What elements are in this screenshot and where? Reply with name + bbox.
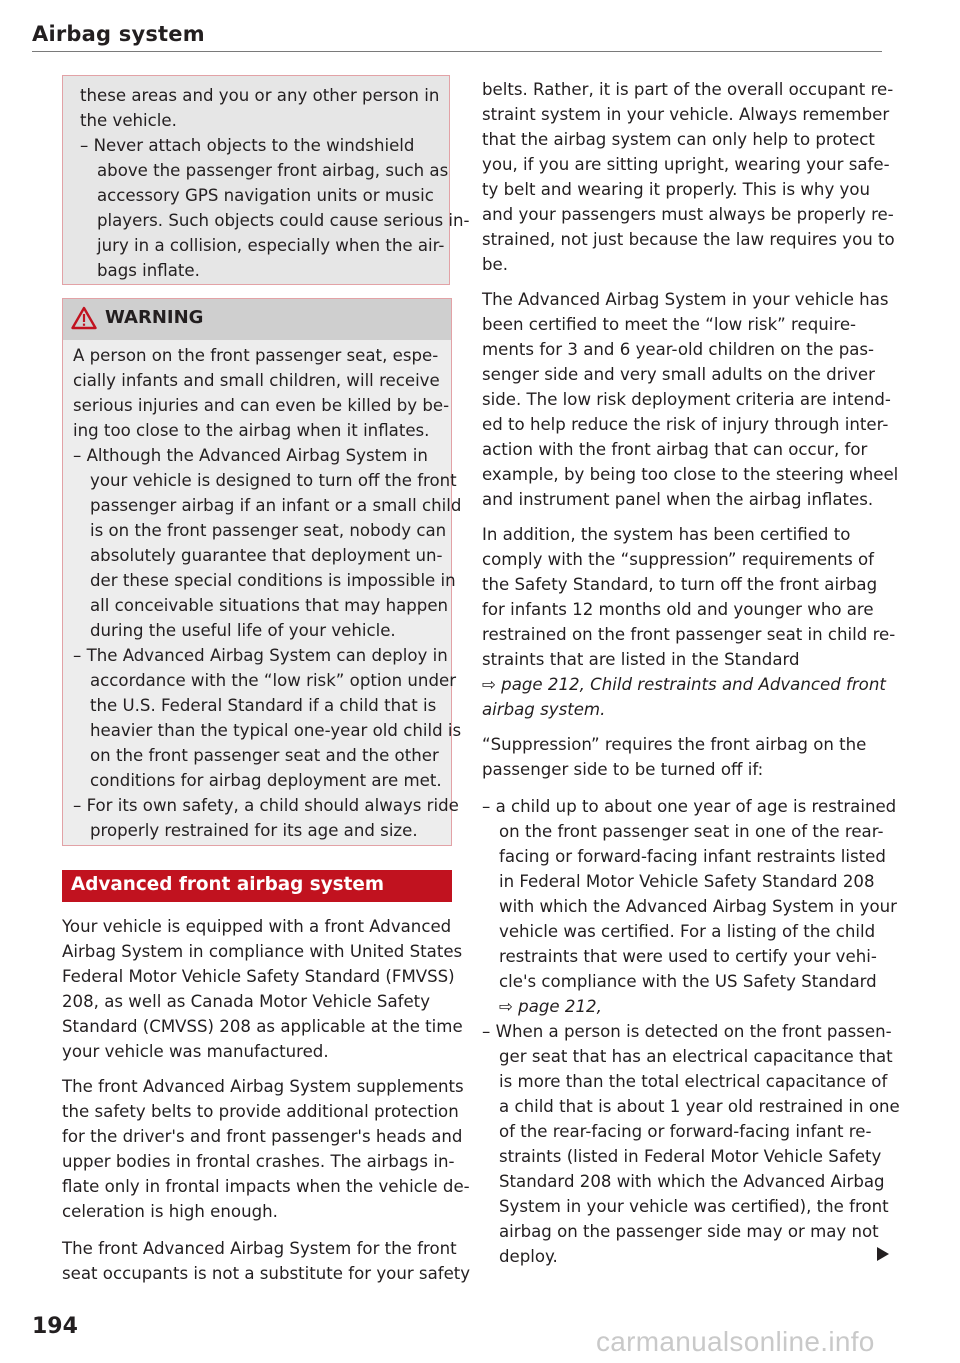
text-line: ger seat that has an electrical capacitance that (499, 1047, 893, 1066)
text-line: ments for 3 and 6 year-old children on the pas- (482, 340, 875, 359)
warning-line: – The Advanced Airbag System can deploy in (73, 646, 448, 665)
warning-line: cially infants and small children, will receive (73, 371, 440, 390)
text-line: straints that are listed in the Standard (482, 650, 800, 669)
text-line: the safety belts to provide additional protection (62, 1102, 459, 1121)
text-line: in Federal Motor Vehicle Safety Standard 208 (499, 872, 875, 891)
warning-line: serious injuries and can even be killed by be- (73, 396, 450, 415)
text-line: example, by being too close to the steering wheel (482, 465, 899, 484)
warning-line: passenger airbag if an infant or a small child (90, 496, 462, 515)
text-line: restrained on the front passenger seat in child re- (482, 625, 896, 644)
text-line: and instrument panel when the airbag inflates. (482, 490, 874, 509)
warning-line: ing too close to the airbag when it inflates. (73, 421, 430, 440)
text-line: and your passengers must always be properly re- (482, 205, 894, 224)
warning-line: the U.S. Federal Standard if a child that is (90, 696, 437, 715)
text-line: The front Advanced Airbag System for the front (62, 1239, 457, 1258)
continue-arrow-icon (876, 1246, 890, 1262)
warning-line: A person on the front passenger seat, espe- (73, 346, 439, 365)
notice-line: accessory GPS navigation units or music (97, 186, 434, 205)
text-line: Airbag System in compliance with United States (62, 942, 463, 961)
notice-line: jury in a collision, especially when the air- (97, 236, 445, 255)
text-line: Federal Motor Vehicle Safety Standard (FMVSS) (62, 967, 455, 986)
text-line: “Suppression” requires the front airbag on the (482, 735, 867, 754)
warning-line: your vehicle is designed to turn off the front (90, 471, 457, 490)
text-line: your vehicle was manufactured. (62, 1042, 329, 1061)
paragraph (482, 522, 898, 722)
text-line: the Safety Standard, to turn off the front airbag (482, 575, 878, 594)
text-line: facing or forward-facing infant restraints listed (499, 847, 886, 866)
text-line: restraints that were used to certify your vehi- (499, 947, 877, 966)
notice-line: players. Such objects could cause serious in- (97, 211, 470, 230)
paragraph (482, 77, 898, 277)
paragraph (482, 732, 898, 782)
text-line: straint system in your vehicle. Always remember (482, 105, 890, 124)
paragraph (62, 1236, 471, 1286)
notice-line: – Never attach objects to the windshield (80, 136, 415, 155)
text-line: senger side and very small adults on the driver (482, 365, 875, 384)
text-line: ed to help reduce the risk of injury through inter- (482, 415, 889, 434)
text-line: a child that is about 1 year old restrained in one (499, 1097, 900, 1116)
text-line: The Advanced Airbag System in your vehicle has (482, 290, 889, 309)
text-line: The front Advanced Airbag System supplements (62, 1077, 464, 1096)
text-line: action with the front airbag that can occur, for (482, 440, 868, 459)
text-line: airbag on the passenger side may or may not (499, 1222, 879, 1241)
text-line: Your vehicle is equipped with a front Advanced (62, 917, 452, 936)
text-line: Standard 208 with which the Advanced Airbag (499, 1172, 885, 1191)
text-line: upper bodies in frontal crashes. The airbags in- (62, 1152, 455, 1171)
warning-line: during the useful life of your vehicle. (90, 621, 396, 640)
header-rule (32, 51, 882, 52)
text-line: belts. Rather, it is part of the overall occupant re- (482, 80, 894, 99)
text-line: cle's compliance with the US Safety Standard (499, 972, 877, 991)
text-line: vehicle was certified. For a listing of the child (499, 922, 876, 941)
text-line: for the driver's and front passenger's heads and (62, 1127, 463, 1146)
cross-reference-link[interactable]: ⇨ page 212, (499, 997, 602, 1016)
warning-line: conditions for airbag deployment are met. (90, 771, 442, 790)
warning-line: properly restrained for its age and size. (90, 821, 418, 840)
warning-header (63, 299, 451, 340)
text-line: comply with the “suppression” requirements of (482, 550, 874, 569)
notice-line: these areas and you or any other person in (80, 86, 440, 105)
page-number: 194 (32, 1314, 78, 1339)
warning-line: heavier than the typical one-year old child is (90, 721, 462, 740)
text-line: ty belt and wearing it properly. This is why you (482, 180, 871, 199)
warning-line: all conceivable situations that may happen (90, 596, 449, 615)
notice-line: above the passenger front airbag, such as (97, 161, 449, 180)
text-line: for infants 12 months old and younger who are (482, 600, 874, 619)
warning-line: on the front passenger seat and the other (90, 746, 439, 765)
warning-line: is on the front passenger seat, nobody can (90, 521, 447, 540)
text-line: strained, not just because the law requires you to (482, 230, 895, 249)
text-line: that the airbag system can only help to protect (482, 130, 875, 149)
warning-triangle-icon (71, 306, 97, 330)
watermark: carmanualsonline.info (596, 1326, 875, 1357)
notice-line: bags inflate. (97, 261, 200, 280)
page-header-title: Airbag system (32, 22, 205, 46)
text-line: seat occupants is not a substitute for your safety (62, 1264, 471, 1283)
warning-line: accordance with the “low risk” option under (90, 671, 457, 690)
warning-line: absolutely guarantee that deployment un- (90, 546, 443, 565)
text-line: you, if you are sitting upright, wearing your safe- (482, 155, 890, 174)
warning-title: WARNING (105, 307, 204, 328)
text-line: side. The low risk deployment criteria are intend- (482, 390, 891, 409)
cross-reference-link[interactable]: airbag system. (482, 700, 606, 719)
text-line: is more than the total electrical capacitance of (499, 1072, 888, 1091)
text-line: of the rear-facing or forward-facing infant re- (499, 1122, 872, 1141)
text-line: System in your vehicle was certified), the front (499, 1197, 889, 1216)
warning-line: – For its own safety, a child should always ride (73, 796, 459, 815)
text-line: with which the Advanced Airbag System in your (499, 897, 897, 916)
text-line: be. (482, 255, 509, 274)
text-line: celeration is high enough. (62, 1202, 278, 1221)
warning-line: – Although the Advanced Airbag System in (73, 446, 428, 465)
text-line: – a child up to about one year of age is restrained (482, 797, 897, 816)
notice-box (62, 75, 470, 285)
text-line: been certified to meet the “low risk” require- (482, 315, 857, 334)
text-line: 208, as well as Canada Motor Vehicle Safety (62, 992, 431, 1011)
notice-line: the vehicle. (80, 111, 177, 130)
section-heading (62, 870, 452, 902)
bullet-item (482, 794, 898, 1019)
warning-line: der these special conditions is impossible in (90, 571, 456, 590)
text-line: Standard (CMVSS) 208 as applicable at the time (62, 1017, 463, 1036)
text-line: – When a person is detected on the front passen- (482, 1022, 892, 1041)
text-line: In addition, the system has been certified to (482, 525, 851, 544)
bullet-item (482, 1019, 898, 1269)
paragraph (482, 287, 898, 512)
warning-box (62, 298, 462, 846)
text-line: on the front passenger seat in one of the rear- (499, 822, 884, 841)
text-line: passenger side to be turned off if: (482, 760, 764, 779)
text-line: deploy. (499, 1247, 558, 1266)
text-line: flate only in frontal impacts when the vehicle de- (62, 1177, 470, 1196)
paragraph (62, 1074, 470, 1224)
section-title: Advanced front airbag system (71, 874, 385, 895)
cross-reference-link[interactable]: ⇨ page 212, Child restraints and Advanced front (482, 675, 886, 694)
text-line: straints (listed in Federal Motor Vehicle Safety (499, 1147, 882, 1166)
paragraph (62, 914, 463, 1064)
